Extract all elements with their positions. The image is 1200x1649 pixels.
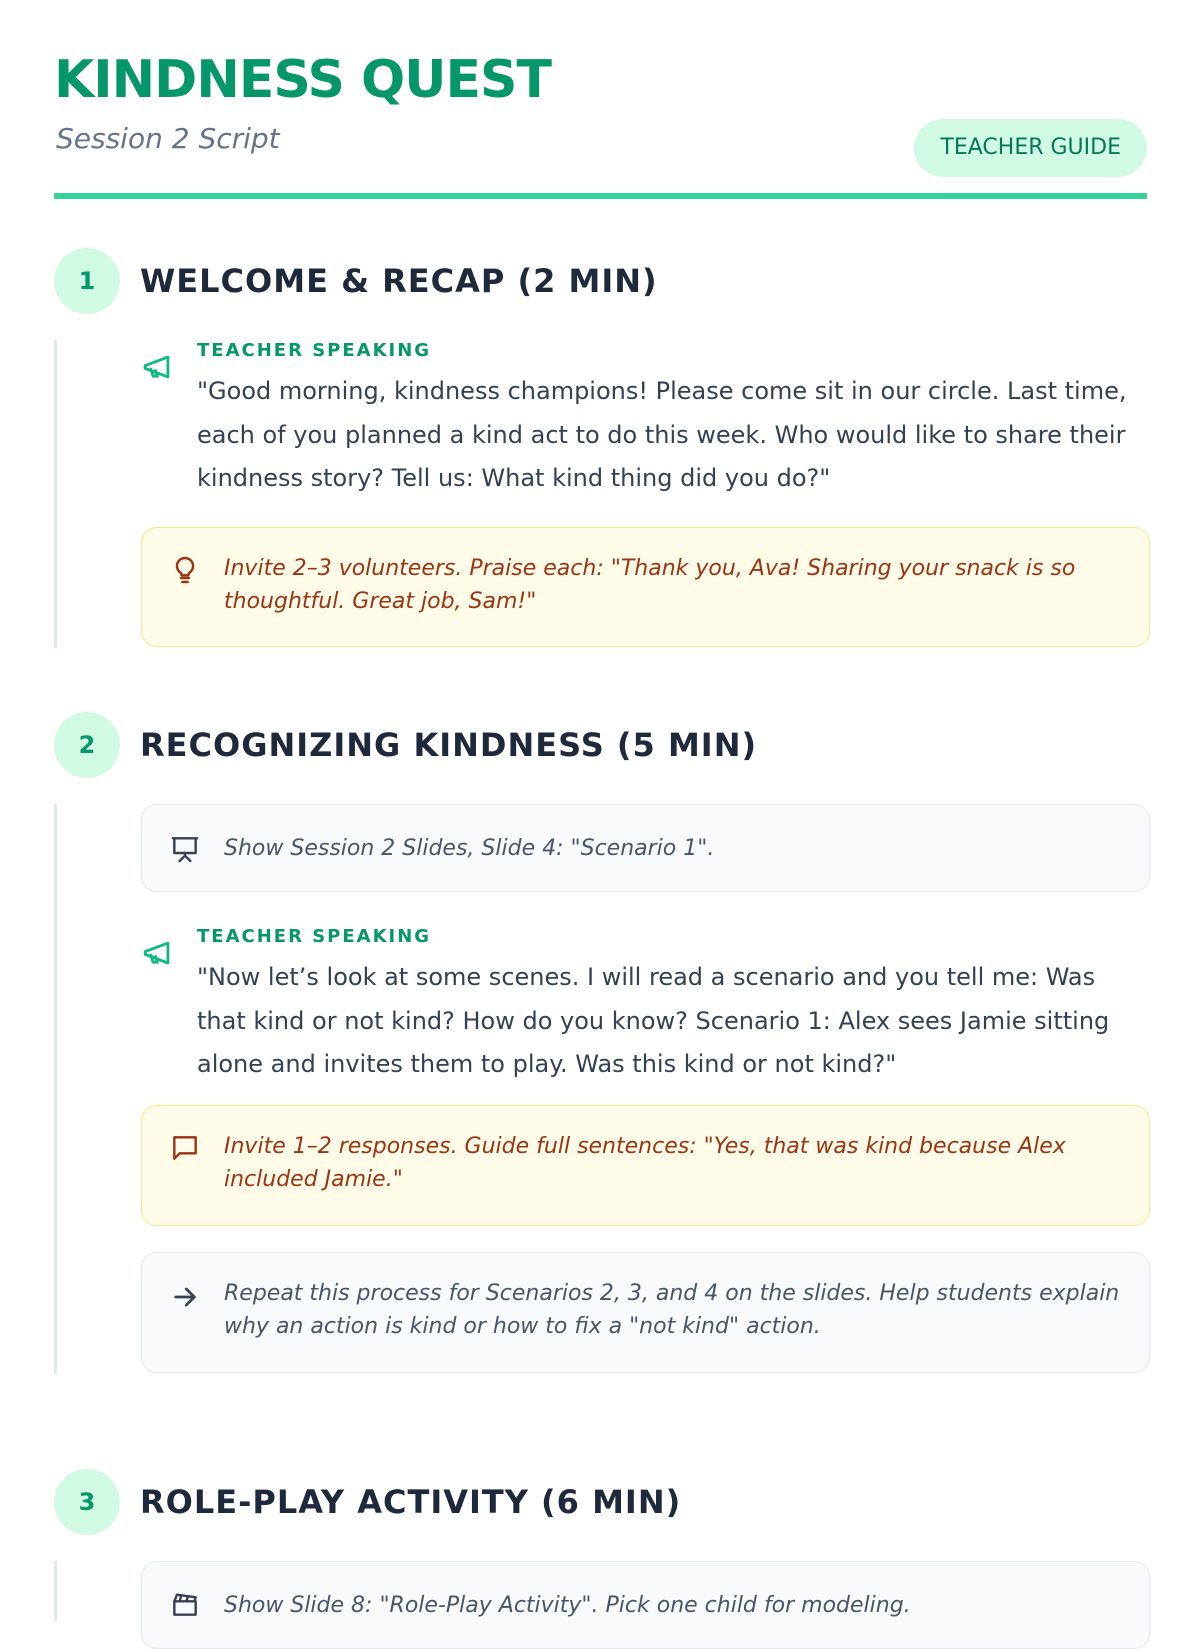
step-number-badge: 3 [54, 1469, 120, 1535]
page-title: KINDNESS QUEST [54, 50, 551, 110]
next-step-text: Repeat this process for Scenarios 2, 3, and 4 on the slides. Help students explain why an action is kind or how to fix a "not kind" action. [224, 1281, 1120, 1339]
slide-instruction-box [141, 804, 1150, 892]
megaphone-icon [141, 936, 175, 970]
slide-instruction-text: Show Session 2 Slides, Slide 4: "Scenario 1". [224, 836, 715, 861]
teacher-speaking-text: "Now let’s look at some scenes. I will read a scenario and you tell me: Was that kind or not kind? How do you know? Scenario 1: Alex sees Jamie sitting alone and invites them to play. Was this kind or not kind?" [197, 963, 1110, 1078]
section-header [54, 1469, 1147, 1537]
presentation-icon [169, 833, 201, 865]
teacher-speaking-label: TEACHER SPEAKING [197, 340, 432, 361]
session-subtitle: Session 2 Script [56, 122, 280, 155]
section-title: ROLE-PLAY ACTIVITY (6 MIN) [140, 1483, 682, 1521]
step-number-badge: 2 [54, 712, 120, 778]
clapperboard-icon [169, 1588, 201, 1620]
megaphone-icon [141, 350, 175, 384]
section-header [54, 712, 1147, 780]
section-title: RECOGNIZING KINDNESS (5 MIN) [140, 726, 758, 764]
section-title: WELCOME & RECAP (2 MIN) [140, 262, 658, 300]
section-body [54, 340, 1150, 648]
teacher-tip-text: Invite 2–3 volunteers. Praise each: "Thank you, Ava! Sharing your snack is so thoughtful. Great job, Sam!" [224, 556, 1076, 614]
teacher-guide-page [54, 0, 1147, 1618]
teacher-guide-badge: TEACHER GUIDE [914, 119, 1147, 177]
section-recognizing-kindness [54, 712, 1147, 1339]
section-header [54, 248, 1147, 316]
speech-bubble-icon [169, 1132, 201, 1164]
role-play-instruction-box [141, 1561, 1150, 1649]
teacher-tip-box [141, 1105, 1150, 1226]
teacher-speaking-label: TEACHER SPEAKING [197, 926, 432, 947]
section-role-play [54, 1469, 1147, 1618]
next-step-box [141, 1252, 1150, 1373]
lightbulb-icon [169, 554, 201, 586]
section-welcome-recap [54, 248, 1147, 614]
step-number-badge: 1 [54, 248, 120, 314]
teacher-tip-box [141, 527, 1150, 647]
header-divider [54, 193, 1147, 199]
role-play-instruction-text: Show Slide 8: "Role-Play Activity". Pick one child for modeling. [224, 1593, 911, 1618]
section-body [54, 804, 1150, 1374]
section-body [54, 1561, 1150, 1621]
teacher-speaking-text: "Good morning, kindness champions! Please come sit in our circle. Last time, each of you planned a kind act to do this week. Who would like to share their kindness story? Tell us: What kind thing did you do?" [197, 377, 1127, 492]
page-header [54, 0, 1147, 200]
arrow-right-icon [169, 1281, 201, 1313]
teacher-tip-text: Invite 1–2 responses. Guide full sentences: "Yes, that was kind because Alex included Jamie." [224, 1134, 1066, 1192]
